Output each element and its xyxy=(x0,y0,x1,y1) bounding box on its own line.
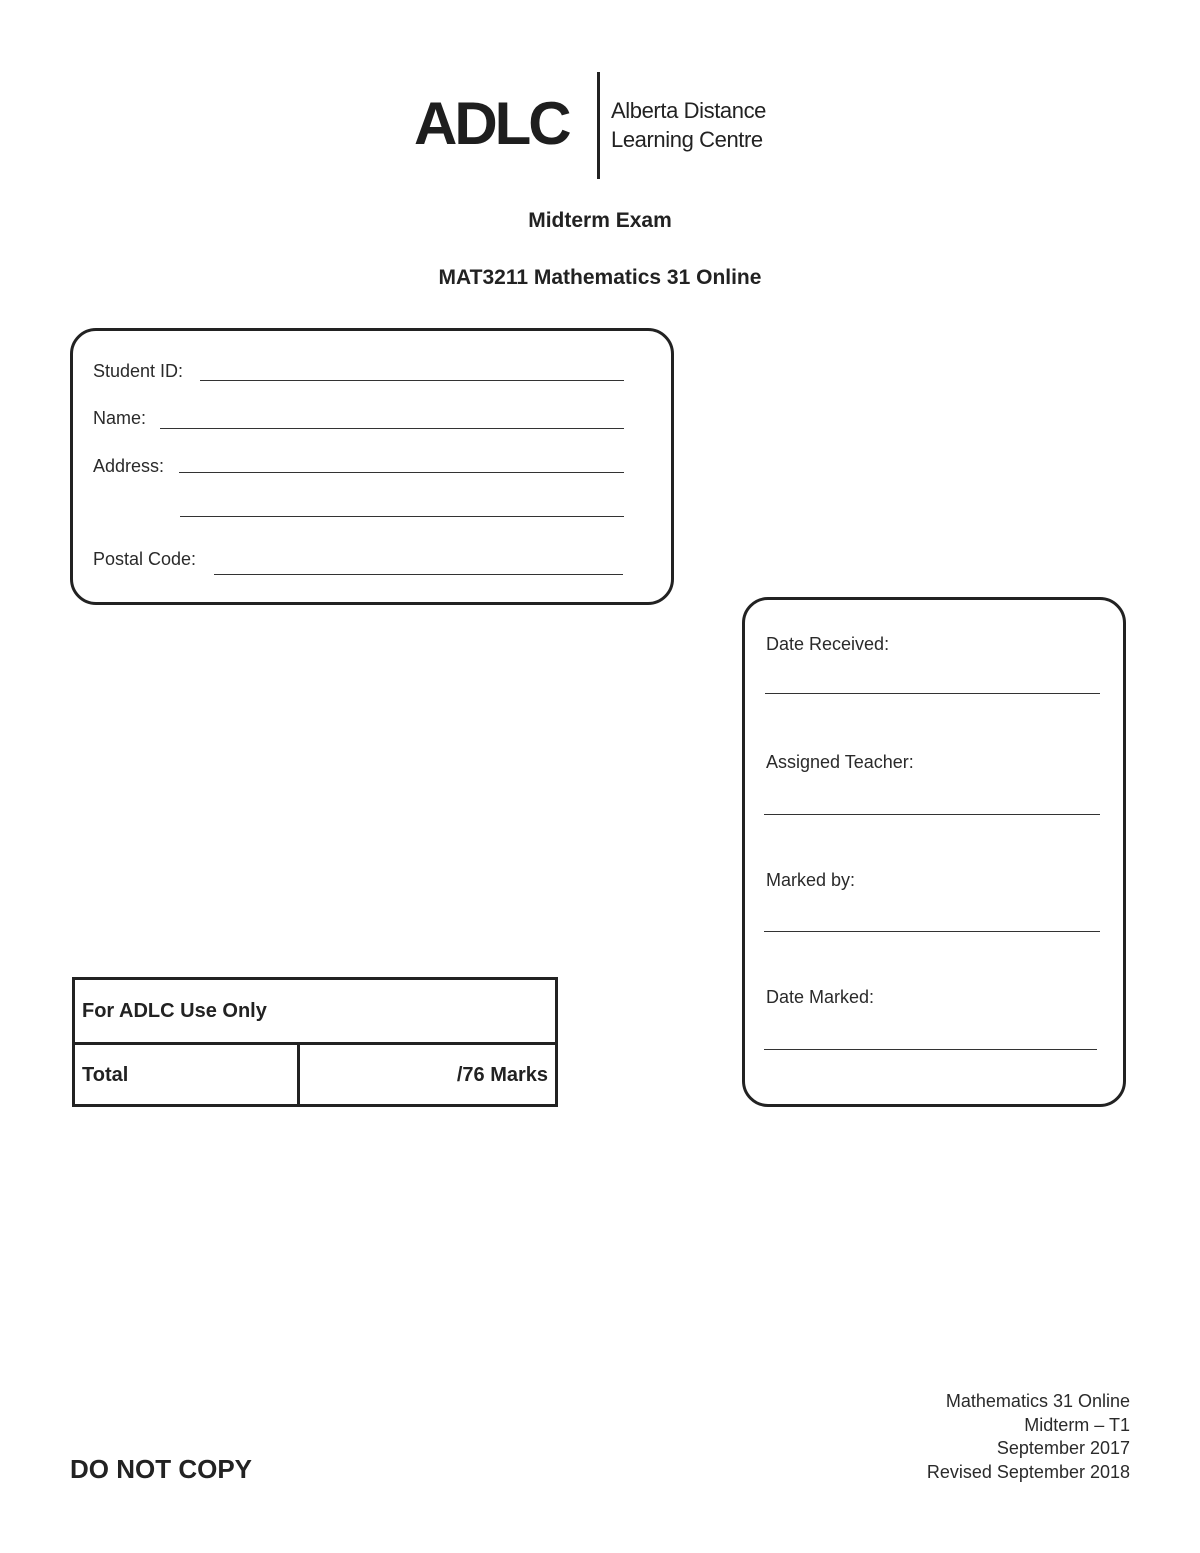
name-label: Name: xyxy=(93,408,147,428)
page-title: Midterm Exam xyxy=(528,209,672,232)
assigned-teacher-label: Assigned Teacher: xyxy=(766,752,914,772)
student-id-field[interactable] xyxy=(200,380,624,381)
student-id-label: Student ID: xyxy=(93,361,184,381)
date-marked-label: Date Marked: xyxy=(766,987,875,1007)
adlc-logo-text xyxy=(611,96,766,154)
footer-revised: Revised September 2018 xyxy=(926,1461,1130,1482)
do-not-copy-notice: DO NOT COPY xyxy=(70,1454,253,1484)
document-footer xyxy=(927,1390,1130,1484)
name-field[interactable] xyxy=(160,428,624,429)
office-use-box xyxy=(742,597,1126,1107)
use-table-header-row xyxy=(75,980,555,1045)
use-table-divider xyxy=(297,1045,300,1104)
assigned-teacher-field[interactable] xyxy=(764,814,1100,815)
footer-course: Mathematics 31 Online xyxy=(945,1391,1130,1411)
footer-exam: Midterm – T1 xyxy=(1024,1414,1130,1435)
date-received-label: Date Received: xyxy=(766,634,890,654)
logo-line-1: Alberta Distance xyxy=(611,98,767,123)
course-title: MAT3211 Mathematics 31 Online xyxy=(438,266,762,289)
logo-divider xyxy=(597,72,600,179)
use-table-heading: For ADLC Use Only xyxy=(82,1000,267,1022)
adlc-use-table xyxy=(72,977,558,1107)
use-table-total-row xyxy=(75,1045,555,1104)
date-marked-field[interactable] xyxy=(764,1049,1097,1050)
address-field-line-1[interactable] xyxy=(179,472,624,473)
marked-by-field[interactable] xyxy=(764,931,1100,932)
logo-line-2: Learning Centre xyxy=(611,127,763,152)
adlc-logo-mark: ADLC xyxy=(414,90,569,157)
address-label: Address: xyxy=(93,456,165,476)
total-marks: /76 Marks xyxy=(456,1064,548,1086)
total-label: Total xyxy=(82,1064,129,1086)
marked-by-label: Marked by: xyxy=(766,870,856,890)
date-received-field[interactable] xyxy=(765,693,1100,694)
footer-date: September 2017 xyxy=(996,1438,1130,1458)
postal-code-field[interactable] xyxy=(214,574,623,575)
address-field-line-2[interactable] xyxy=(180,516,624,517)
postal-code-label: Postal Code: xyxy=(93,549,197,569)
